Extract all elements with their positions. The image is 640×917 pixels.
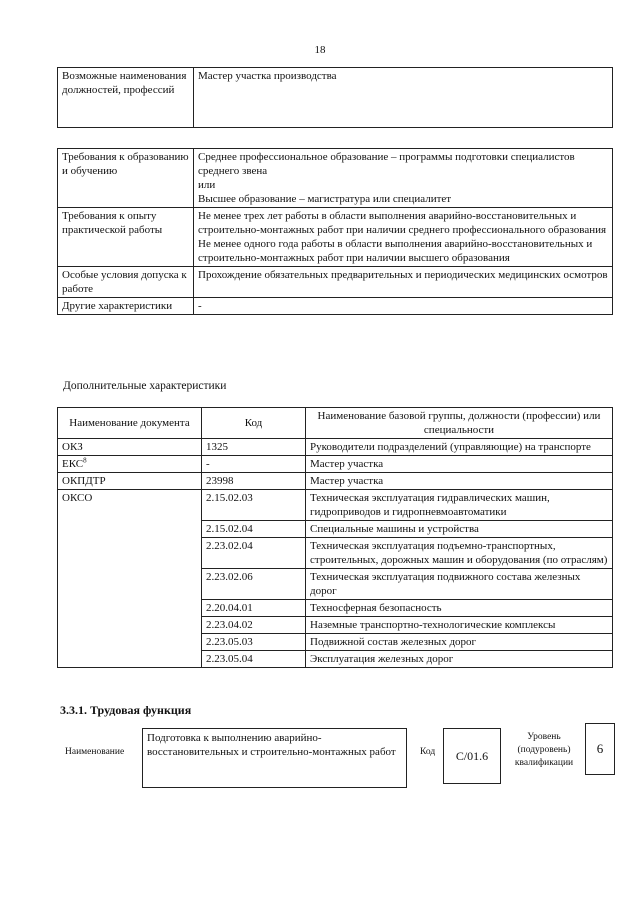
code-cell: 23998 — [202, 473, 306, 490]
requirement-line: Прохождение обязательных предварительных и периодических медицинских осмотров — [198, 269, 608, 281]
requirement-line: - — [198, 300, 202, 312]
table-row — [58, 149, 613, 208]
doc-text: ЕКС — [62, 458, 84, 470]
code-cell: 2.20.04.01 — [202, 600, 306, 617]
doc-cell — [58, 456, 202, 473]
code-cell: 2.15.02.04 — [202, 521, 306, 538]
name-cell: Подвижной состав железных дорог — [306, 634, 613, 651]
page-number: 18 — [314, 44, 326, 56]
additional-characteristics-table — [57, 407, 613, 668]
section-title: 3.3.1. Трудовая функция — [60, 703, 192, 717]
table-row — [58, 490, 613, 521]
code-cell: 2.23.05.04 — [202, 651, 306, 668]
requirements-table — [57, 148, 613, 315]
name-cell: Наземные транспортно-технологические комплексы — [306, 617, 613, 634]
doc-cell: ОКПДТР — [58, 473, 202, 490]
requirement-value — [194, 208, 613, 267]
additional-title: Дополнительные характеристики — [63, 380, 227, 392]
column-header-code: Код — [202, 408, 306, 439]
function-code-label: Код — [420, 747, 436, 757]
function-code-value: C/01.6 — [443, 728, 501, 784]
code-cell: 2.15.02.03 — [202, 490, 306, 521]
requirement-value — [194, 267, 613, 298]
table-row — [58, 439, 613, 456]
requirement-label: Требования к опыту практической работы — [58, 208, 194, 267]
name-cell: Техническая эксплуатация подвижного состава железных дорог — [306, 569, 613, 600]
requirement-line: Среднее профессиональное образование – программы подготовки специалистов среднего звена — [198, 151, 575, 177]
column-header-name: Наименование базовой группы, должности (профессии) или специальности — [306, 408, 613, 439]
table-row — [58, 298, 613, 315]
table-row — [58, 267, 613, 298]
code-cell: 1325 — [202, 439, 306, 456]
qualification-level-value: 6 — [585, 723, 615, 775]
column-header-document: Наименование документа — [58, 408, 202, 439]
requirement-value — [194, 149, 613, 208]
code-cell: - — [202, 456, 306, 473]
footnote-mark: 8 — [83, 456, 87, 465]
table-header-row — [58, 408, 613, 439]
function-name-value: Подготовка к выполнению аварийно-восстановительных и строительно-монтажных работ — [142, 728, 407, 788]
requirement-line: Высшее образование – магистратура или специалитет — [198, 193, 452, 205]
positions-value: Мастер участка производства — [194, 68, 613, 128]
doc-cell: ОКЗ — [58, 439, 202, 456]
positions-table — [57, 67, 613, 128]
code-cell: 2.23.05.03 — [202, 634, 306, 651]
requirement-value — [194, 298, 613, 315]
name-cell: Мастер участка — [306, 473, 613, 490]
code-cell: 2.23.02.06 — [202, 569, 306, 600]
requirement-label: Требования к образованию и обучению — [58, 149, 194, 208]
requirement-line: Не менее трех лет работы в области выполнения аварийно-восстановительных и строительно-монтажных работ при наличии среднего профессионального образования — [198, 210, 607, 236]
requirement-label: Особые условия допуска к работе — [58, 267, 194, 298]
qualification-level-label: Уровень (подуровень) квалификации — [514, 732, 574, 768]
name-cell: Мастер участка — [306, 456, 613, 473]
table-row — [58, 456, 613, 473]
name-cell: Техническая эксплуатация гидравлических машин, гидроприводов и гидропневмоавтоматики — [306, 490, 613, 521]
function-name-label: Наименование — [65, 747, 125, 757]
code-cell: 2.23.02.04 — [202, 538, 306, 569]
name-cell: Эксплуатация железных дорог — [306, 651, 613, 668]
name-cell: Руководители подразделений (управляющие) на транспорте — [306, 439, 613, 456]
positions-label: Возможные наименования должностей, профессий — [58, 68, 194, 128]
table-row — [58, 473, 613, 490]
code-cell: 2.23.04.02 — [202, 617, 306, 634]
name-cell: Техническая эксплуатация подъемно-транспортных, строительных, дорожных машин и оборудования (по отраслям) — [306, 538, 613, 569]
doc-cell: ОКСО — [58, 490, 202, 668]
table-row — [58, 208, 613, 267]
requirement-line: Не менее одного года работы в области выполнения аварийно-восстановительных и строительно-монтажных работ при наличии высшего образования — [198, 238, 593, 264]
requirement-line: или — [198, 179, 216, 191]
requirement-label: Другие характеристики — [58, 298, 194, 315]
name-cell: Техносферная безопасность — [306, 600, 613, 617]
name-cell: Специальные машины и устройства — [306, 521, 613, 538]
table-row — [58, 68, 613, 128]
